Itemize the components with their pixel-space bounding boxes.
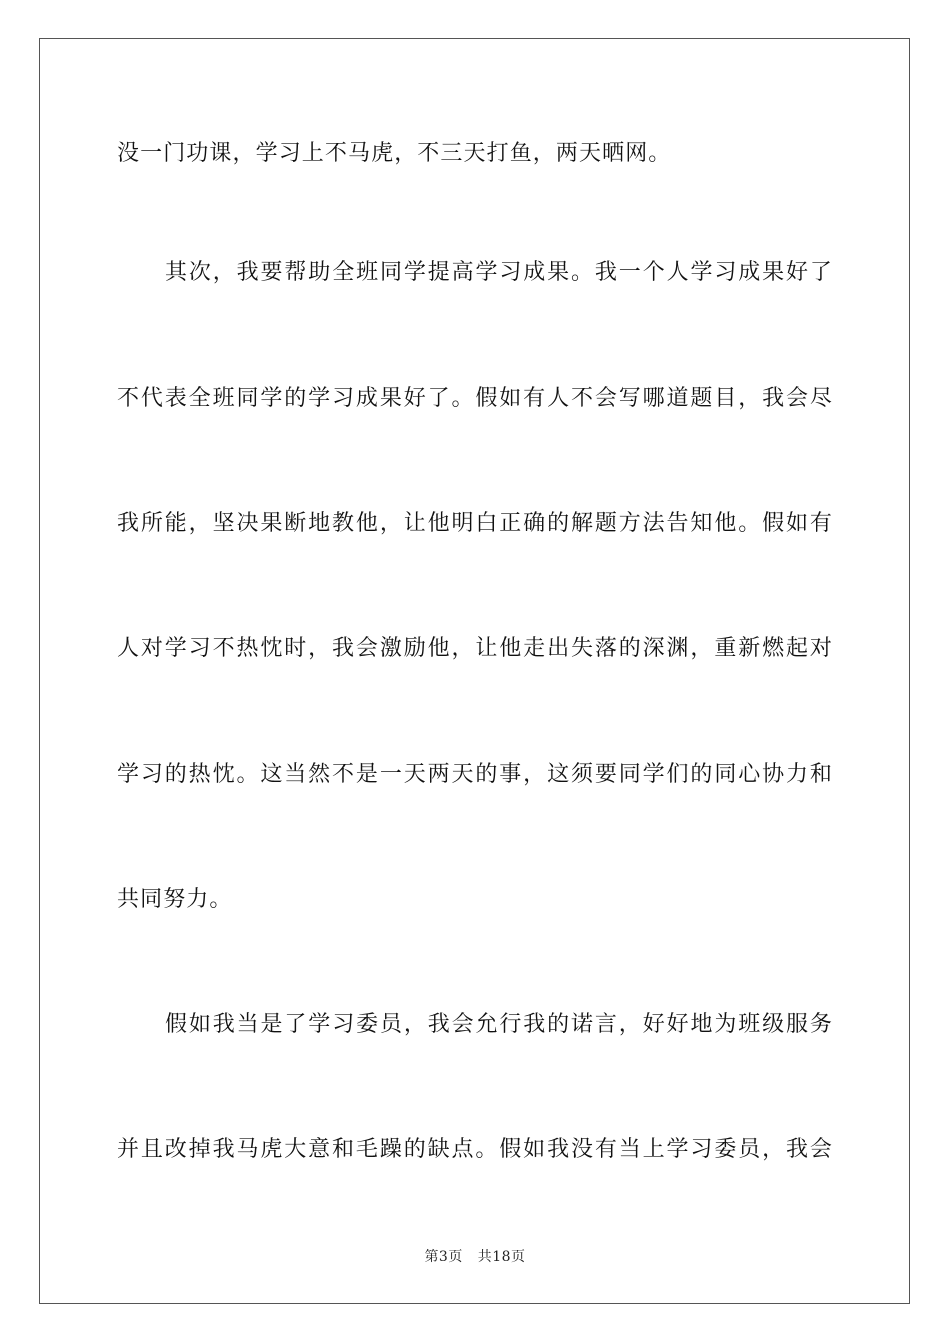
paragraph-line-5: 人对学习不热忱时，我会激励他，让他走出失落的深渊，重新燃起对 bbox=[117, 636, 833, 661]
paragraph-line-7: 共同努力。 bbox=[117, 887, 233, 912]
paragraph-line-8: 假如我当是了学习委员，我会允行我的诺言，好好地为班级服务 bbox=[165, 1012, 833, 1037]
paragraph-line-4: 我所能，坚决果断地教他，让他明白正确的解题方法告知他。假如有 bbox=[117, 511, 833, 536]
paragraph-line-6: 学习的热忱。这当然不是一天两天的事，这须要同学们的同心协力和 bbox=[117, 762, 833, 787]
page-total: 共18页 bbox=[477, 1249, 526, 1265]
paragraph-line-3: 不代表全班同学的学习成果好了。假如有人不会写哪道题目，我会尽 bbox=[117, 386, 833, 411]
paragraph-line-2: 其次，我要帮助全班同学提高学习成果。我一个人学习成果好了 bbox=[165, 260, 833, 285]
paragraph-line-1: 没一门功课，学习上不马虎，不三天打鱼，两天晒网。 bbox=[117, 141, 672, 166]
page-border bbox=[39, 38, 910, 1304]
page-number: 第3页 bbox=[424, 1249, 463, 1265]
page-footer bbox=[0, 1248, 950, 1266]
paragraph-line-9: 并且改掉我马虎大意和毛躁的缺点。假如我没有当上学习委员，我会 bbox=[117, 1137, 833, 1162]
